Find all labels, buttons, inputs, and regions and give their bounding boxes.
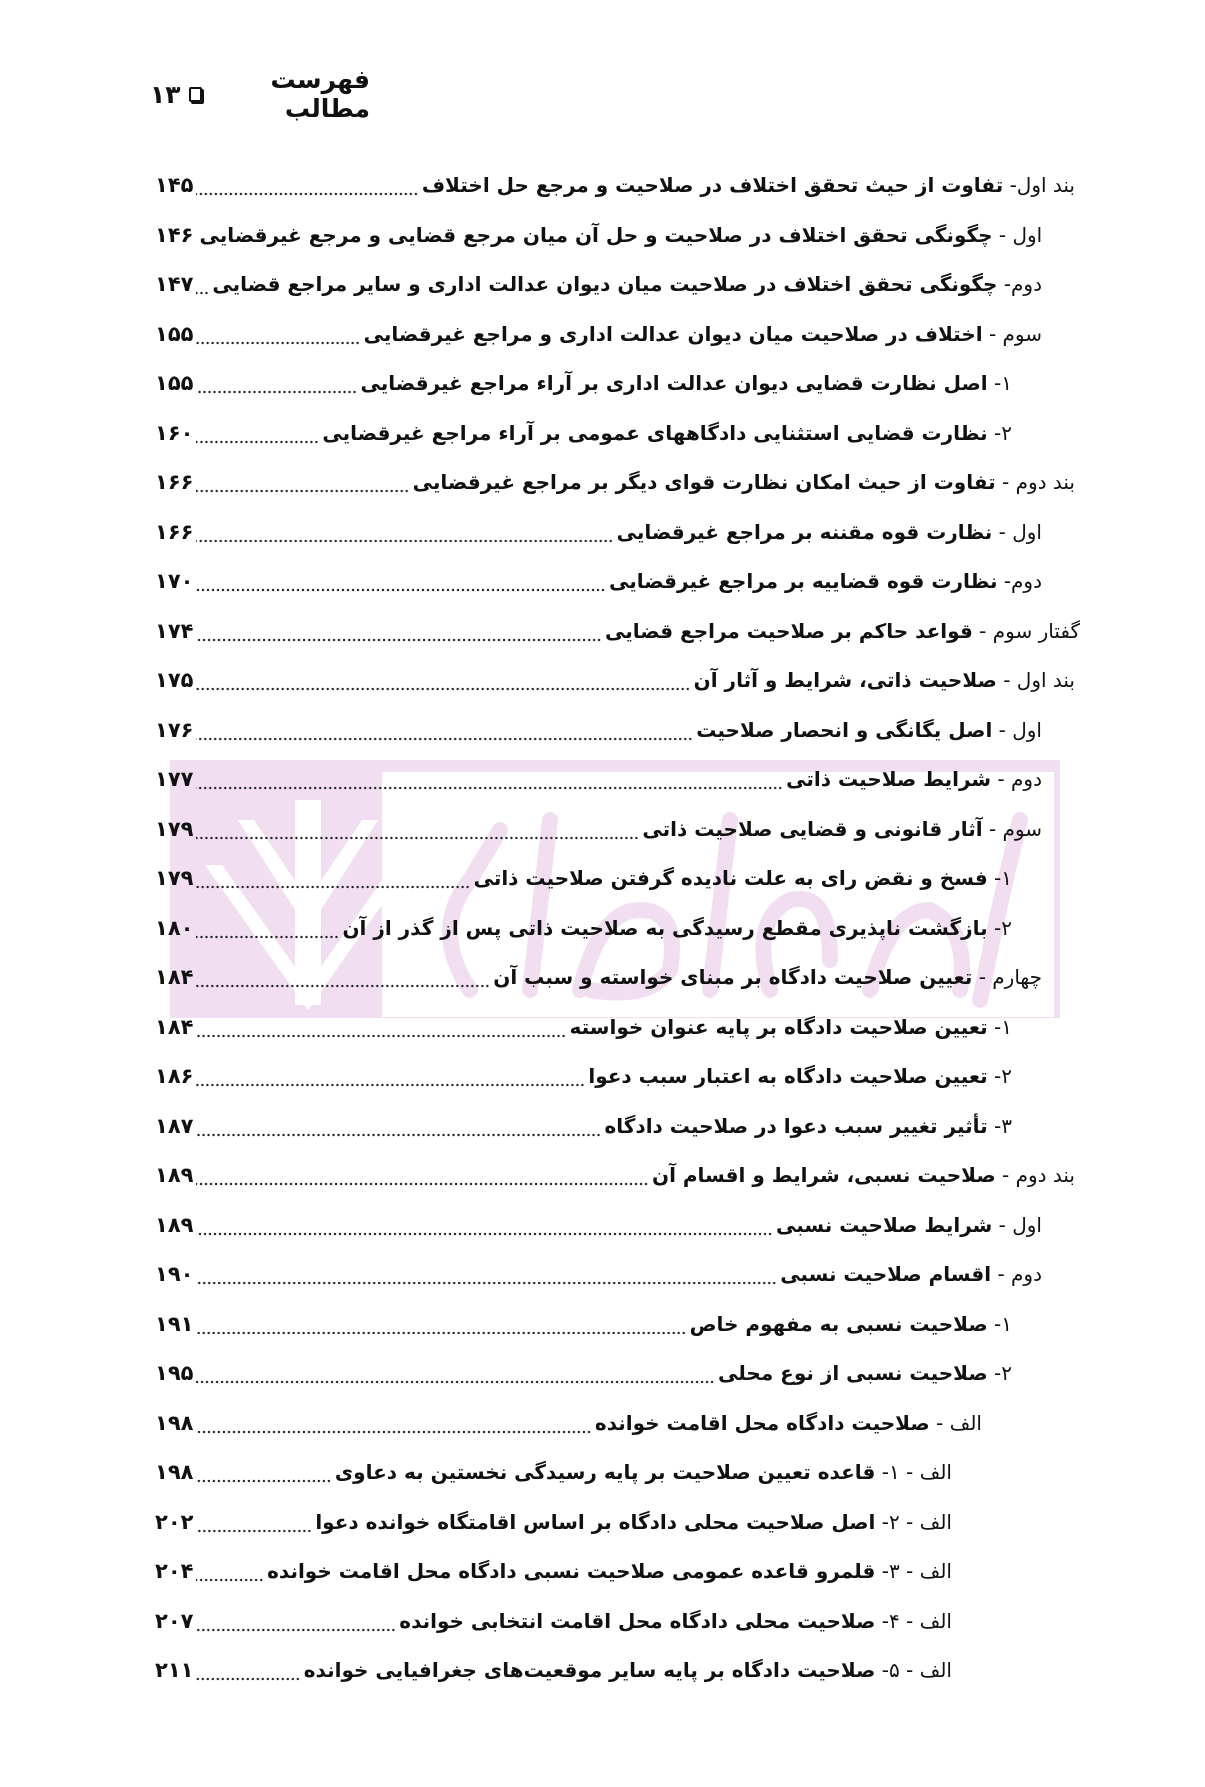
dot-leader <box>196 719 693 741</box>
toc-entry-title <box>493 965 1042 989</box>
toc-page-number: ۱۷۹ <box>155 866 194 890</box>
toc-page-number: ۱۹۵ <box>155 1361 194 1385</box>
toc-entry <box>155 314 1042 354</box>
toc-entry-text: قلمرو قاعده عمومی صلاحیت نسبی دادگاه محل اقامت خوانده <box>267 1559 876 1583</box>
dot-leader <box>196 273 209 295</box>
toc-entry-title <box>690 1312 1012 1336</box>
toc-page-number: ۱۸۶ <box>155 1064 194 1088</box>
toc-entry <box>155 264 1042 304</box>
toc-entry-title <box>595 1411 982 1435</box>
toc-entry-title <box>605 619 1080 643</box>
toc-entry-text: تفاوت از حیث امکان نظارت قوای دیگر بر مراجع غیرقضایی <box>412 470 996 494</box>
toc-page-number: ۲۰۴ <box>155 1559 194 1583</box>
toc-entry-title <box>570 1015 1013 1039</box>
dot-leader <box>196 174 418 196</box>
toc-entry <box>155 1155 1075 1195</box>
toc-page-number: ۱۷۹ <box>155 816 194 841</box>
dot-leader <box>196 966 490 988</box>
toc-page-number: ۱۴۷ <box>155 272 194 296</box>
toc-entry-title <box>696 718 1042 742</box>
toc-page-number: ۲۰۲ <box>155 1509 194 1534</box>
toc-entry-text: صلاحیت نسبی به مفهوم خاص <box>689 1311 988 1336</box>
toc-entry-text: تعیین صلاحیت دادگاه به اعتبار سبب دعوا <box>588 1064 988 1088</box>
toc-entry-label: بند اول- <box>1003 173 1075 197</box>
dot-leader <box>196 521 613 543</box>
dot-leader <box>196 917 339 939</box>
toc-entry-label: الف - ۴- <box>875 1608 952 1633</box>
toc-entry-title <box>422 173 1075 197</box>
dot-leader <box>196 620 602 642</box>
toc-entry-title <box>642 817 1042 841</box>
toc-entry-title <box>694 668 1075 692</box>
toc-page-number: ۲۱۱ <box>155 1658 194 1682</box>
dot-leader <box>196 1164 649 1186</box>
toc-entry-title <box>304 1658 952 1682</box>
toc-entry-title <box>212 272 1042 296</box>
toc-entry-label: بند اول - <box>996 668 1075 692</box>
toc-page-number: ۱۷۰ <box>155 569 194 593</box>
toc-entry-text: بازگشت ناپذیری مقطع رسیدگی به صلاحیت ذاتی پس از گذر از آن <box>342 915 988 940</box>
toc-page-number: ۱۸۰ <box>155 915 194 940</box>
toc-entry <box>155 710 1042 750</box>
toc-entry-title <box>413 470 1075 494</box>
toc-page-number: ۱۵۵ <box>155 371 194 395</box>
toc-entry-text: اقسام صلاحیت نسبی <box>780 1262 992 1286</box>
dot-leader <box>196 818 639 840</box>
toc-entry <box>155 413 1012 453</box>
toc-entry-text: آثار قانونی و قضایی صلاحیت ذاتی <box>642 816 983 841</box>
dot-leader <box>196 1610 396 1632</box>
header-title: فهرست مطالب <box>270 65 370 123</box>
toc-entry <box>155 660 1075 700</box>
toc-entry <box>155 1007 1012 1047</box>
dot-leader <box>196 1214 773 1236</box>
dot-leader <box>196 1412 591 1434</box>
toc-entry-label: ۲- <box>987 1064 1012 1088</box>
toc-entry <box>155 1353 1012 1393</box>
dot-leader <box>196 867 470 889</box>
toc-entry-label: ۲- <box>987 420 1012 445</box>
toc-entry-label: ۱- <box>987 1014 1012 1039</box>
toc-entry-title <box>604 1114 1012 1138</box>
toc-entry-text: تعیین صلاحیت دادگاه بر پایه عنوان خواسته <box>569 1014 988 1039</box>
toc-entry-label: دوم- <box>997 569 1042 593</box>
toc-entry-text: صلاحیت دادگاه بر پایه سایر موقعیت‌های جغرافیایی خوانده <box>303 1658 876 1682</box>
toc-entry <box>155 462 1075 502</box>
toc-page-number: ۱۷۵ <box>155 668 194 692</box>
toc-entry-label: ۱- <box>987 866 1012 890</box>
toc-entry-text: تفاوت از حیث تحقق اختلاف در صلاحیت و مرجع حل اختلاف <box>421 173 1004 197</box>
toc-entry-label: اول - <box>992 717 1042 742</box>
toc-entry <box>155 1056 1012 1096</box>
toc-entry-text: اصل نظارت قضایی دیوان عدالت اداری بر آراء مراجع غیرقضایی <box>360 371 988 395</box>
toc-entry-title <box>776 1213 1042 1237</box>
toc-entry <box>155 215 1042 255</box>
toc-page-number: ۱۹۰ <box>155 1262 194 1286</box>
toc-page-number: ۱۷۷ <box>155 767 194 791</box>
toc-page-number: ۲۰۷ <box>155 1608 194 1633</box>
toc-entry <box>155 1106 1012 1146</box>
dot-leader <box>196 372 357 394</box>
toc-entry-text: اصل یگانگی و انحصار صلاحیت <box>696 717 993 742</box>
toc-page-number: ۱۸۹ <box>155 1163 194 1187</box>
toc-entry <box>155 1601 952 1641</box>
toc-entry-text: چگونگی تحقق اختلاف در صلاحیت و حل آن میان مرجع قضایی و مرجع غیرقضایی <box>199 222 993 247</box>
toc-page-number: ۱۸۴ <box>155 1014 194 1039</box>
toc-entry <box>155 809 1042 849</box>
toc-entry-label: اول - <box>992 519 1042 544</box>
toc-entry-text: صلاحیت محلی دادگاه محل اقامت انتخابی خوانده <box>399 1608 876 1633</box>
dot-leader <box>196 323 360 345</box>
dot-leader <box>196 768 783 790</box>
toc-entry <box>155 1304 1012 1344</box>
toc-page-number: ۱۸۴ <box>155 965 194 989</box>
toc-entry-label: ۲- <box>987 1361 1012 1385</box>
toc-entry-title <box>342 916 1012 940</box>
toc-entry-title <box>617 520 1042 544</box>
toc-entry <box>155 1205 1042 1245</box>
toc-entry-label: ۳- <box>987 1113 1012 1138</box>
toc-page-number: ۱۵۵ <box>155 321 194 346</box>
toc-entry-label: الف - ۲- <box>875 1509 952 1534</box>
toc-entry <box>155 1551 952 1591</box>
toc-entry-label: دوم- <box>997 272 1042 296</box>
toc-entry-text: نظارت قوه قضاییه بر مراجع غیرقضایی <box>608 569 998 593</box>
toc-entry <box>155 1403 982 1443</box>
toc-entry-text: تعیین صلاحیت دادگاه بر مبنای خواسته و سبب آن <box>493 965 973 989</box>
toc-entry-title <box>588 1064 1012 1088</box>
toc-entry-text: صلاحیت ذاتی، شرایط و آثار آن <box>693 668 997 692</box>
toc-entry-label: الف - ۵- <box>875 1658 952 1682</box>
toc-entry-text: فسخ و نقض رای به علت نادیده گرفتن صلاحیت ذاتی <box>473 866 988 890</box>
toc-entry <box>155 363 1012 403</box>
toc-entry <box>155 1502 952 1542</box>
toc-entry <box>155 957 1042 997</box>
toc-entry-label: الف - ۱- <box>875 1460 952 1484</box>
dot-leader <box>196 1659 300 1681</box>
toc-entry <box>155 1254 1042 1294</box>
toc-entry-text: نظارت قوه مقننه بر مراجع غیرقضایی <box>616 519 993 544</box>
toc-entry-title <box>335 1460 952 1484</box>
toc-entry-title <box>399 1609 952 1633</box>
toc-entry-text: نظارت قضایی استثنایی دادگاههای عمومی بر آراء مراجع غیرقضایی <box>322 420 988 445</box>
toc-entry-text: صلاحیت نسبی، شرایط و اقسام آن <box>652 1163 996 1187</box>
toc-entry-label: ۲- <box>987 915 1012 940</box>
toc-entry-label: ۱- <box>987 1311 1012 1336</box>
toc-page-number: ۱۶۶ <box>155 470 194 494</box>
toc-entry-label: الف - ۳- <box>875 1559 952 1583</box>
toc-entry-label: الف - <box>929 1410 982 1435</box>
toc-entry-text: شرایط صلاحیت ذاتی <box>786 767 992 791</box>
toc-entry-label: سوم - <box>982 816 1042 841</box>
toc-entry-label: بند دوم - <box>995 470 1075 494</box>
toc-entry <box>155 165 1075 205</box>
toc-entry-text: شرایط صلاحیت نسبی <box>775 1212 993 1237</box>
toc-entry-label: دوم - <box>991 1262 1042 1286</box>
toc-entry-title <box>364 322 1042 346</box>
toc-entry-label: چهارم - <box>972 965 1042 989</box>
toc-entry-text: صلاحیت دادگاه محل اقامت خوانده <box>594 1410 930 1435</box>
toc-page-number: ۱۶۰ <box>155 420 194 445</box>
toc-page-number: ۱۴۵ <box>155 173 194 197</box>
toc-entry-title <box>718 1361 1012 1385</box>
toc-page-number: ۱۶۶ <box>155 519 194 544</box>
dot-leader <box>196 422 319 444</box>
toc-entry-title <box>267 1559 952 1583</box>
toc-entry <box>155 1650 952 1690</box>
dot-leader <box>196 669 690 691</box>
toc-entry-title <box>322 421 1012 445</box>
toc-entry-title <box>652 1163 1075 1187</box>
toc-entry <box>155 908 1012 948</box>
toc-entry-label: گفتار سوم - <box>972 618 1080 643</box>
dot-leader <box>196 1065 585 1087</box>
toc-entry-title <box>780 1262 1042 1286</box>
toc-entry-text: قاعده تعیین صلاحیت بر پایه رسیدگی نخستین به دعاوی <box>334 1460 876 1484</box>
toc-entry <box>155 858 1012 898</box>
toc-entry-title <box>315 1510 952 1534</box>
toc-entry-title <box>199 223 1042 247</box>
dot-leader <box>196 1313 686 1335</box>
dot-leader <box>196 1115 601 1137</box>
toc-entry <box>155 759 1042 799</box>
toc-entry-label: اول - <box>992 222 1043 247</box>
toc-page-number: ۱۷۴ <box>155 618 194 643</box>
toc-entry-label: دوم - <box>991 767 1042 791</box>
header-page-number: ۱۳ <box>150 79 181 109</box>
dot-leader <box>196 1511 312 1533</box>
toc-entry-label: بند دوم - <box>995 1163 1075 1187</box>
toc-entry-text: اصل صلاحیت محلی دادگاه بر اساس اقامتگاه خوانده دعوا <box>315 1509 876 1534</box>
dot-leader <box>196 471 409 493</box>
toc-entry-text: چگونگی تحقق اختلاف در صلاحیت میان دیوان عدالت اداری و سایر مراجع قضایی <box>212 272 998 296</box>
dot-leader <box>196 1461 331 1483</box>
toc-page-number: ۱۷۶ <box>155 717 194 742</box>
dot-leader <box>196 570 606 592</box>
toc-entry-label: سوم - <box>982 321 1042 346</box>
dot-leader <box>196 1016 566 1038</box>
toc-entry <box>155 1452 952 1492</box>
toc-page-number: ۱۹۱ <box>155 1311 194 1336</box>
toc-entry-title <box>474 866 1012 890</box>
toc-entry <box>155 611 1080 651</box>
toc-entry-title <box>786 767 1042 791</box>
toc-entry-title <box>609 569 1042 593</box>
toc-entry <box>155 512 1042 552</box>
toc-page-number: ۱۸۹ <box>155 1212 194 1237</box>
dot-leader <box>196 1263 777 1285</box>
toc-entry-label: ۱- <box>987 371 1012 395</box>
toc-entry-text: تأثیر تغییر سبب دعوا در صلاحیت دادگاه <box>604 1113 988 1138</box>
toc-entry-title <box>361 371 1013 395</box>
toc-entry-text: قواعد حاکم بر صلاحیت مراجع قضایی <box>605 618 973 643</box>
toc-entry <box>155 561 1042 601</box>
toc-entry-text: اختلاف در صلاحیت میان دیوان عدالت اداری و مراجع غیرقضایی <box>363 321 983 346</box>
toc-page-number: ۱۴۶ <box>155 222 194 247</box>
dot-leader <box>196 1362 715 1384</box>
toc-entry-text: صلاحیت نسبی از نوع محلی <box>718 1361 988 1385</box>
toc-page-number: ۱۹۸ <box>155 1460 194 1484</box>
toc-page-number: ۱۹۸ <box>155 1410 194 1435</box>
dot-leader <box>196 1560 264 1582</box>
toc-page-number: ۱۸۷ <box>155 1113 194 1138</box>
toc-entry-label: اول - <box>992 1212 1042 1237</box>
